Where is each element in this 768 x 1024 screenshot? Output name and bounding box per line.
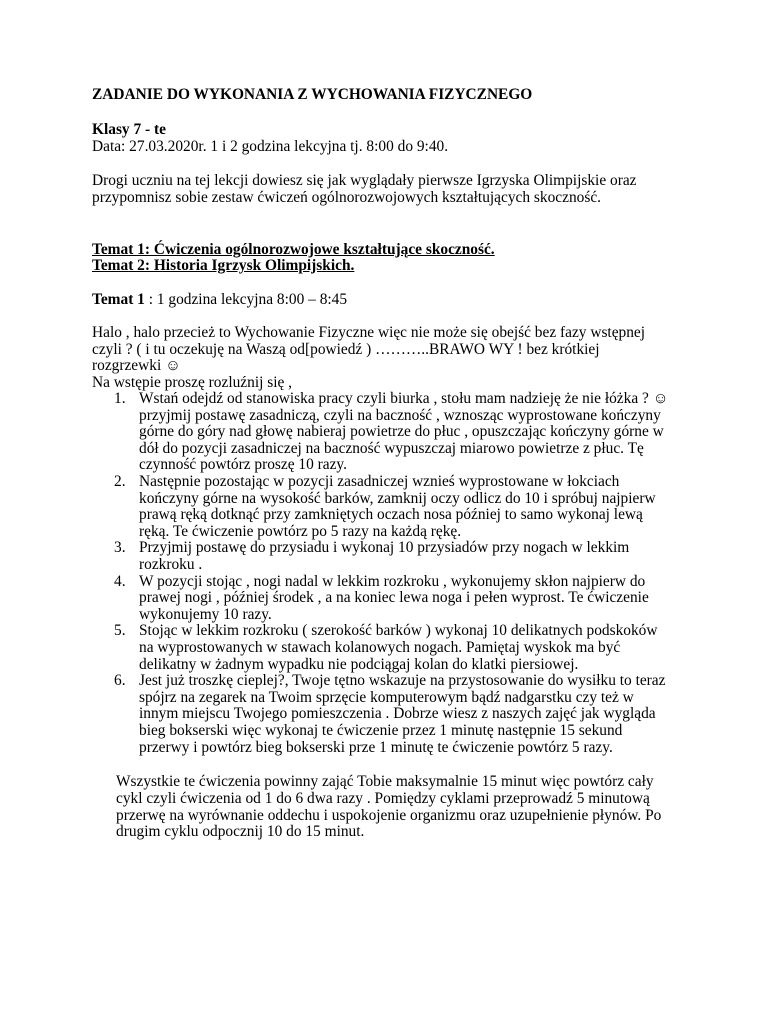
exercise-number: 5. (114, 622, 126, 640)
exercise-line: górne do góry nad głowę nabieraj powietrze do płuc , opuszczając kończyny górne w (139, 423, 664, 441)
greeting-line-3: rozgrzewki ☺ (92, 357, 181, 374)
exercise-number: 1. (114, 390, 126, 407)
exercise-line: ręką. Te ćwiczenie powtórz po 5 razy na każdą rękę. (139, 522, 462, 540)
exercise-line: przyjmij postawę zasadniczą, czyli na baczność , wznosząc wyprostowane kończyny (139, 406, 661, 424)
exercise-line: delikatny w żadnym wypadku nie podciągaj kolan do klatki piersiowej. (139, 655, 579, 673)
exercise-line: czynność powtórz proszę 10 razy. (139, 456, 347, 474)
document-title: ZADANIE DO WYKONANIA Z WYCHOWANIA FIZYCZNEGO (92, 86, 533, 103)
topic-1-time: : 1 godzina lekcyjna 8:00 – 8:45 (144, 291, 348, 308)
summary-line: drugim cyklu odpocznij 10 do 15 minut. (116, 823, 365, 841)
exercise-number: 2. (114, 473, 126, 490)
exercise-line: W pozycji stojąc , nogi nadal w lekkim rozkroku , wykonujemy skłon najpierw do (139, 572, 646, 590)
exercise-line: innym miejscu Twojego pomieszczenia . Dobrze wiesz z naszych zajęć jak wygląda (139, 705, 656, 723)
exercise-line: przerwy i powtórz bieg bokserski prze 1 minutę te ćwiczenie powtórz 5 razy. (139, 738, 613, 756)
exercise-line: na wyprostowanych w stawach kolanowych nogach. Pamiętaj wyskok ma być (139, 639, 621, 656)
exercise-line: wykonujemy 10 razy. (139, 605, 272, 623)
class-line: Klasy 7 - te (92, 121, 166, 138)
intro-line-2: przypomnisz sobie zestaw ćwiczeń ogólnorozwojowych kształtujących skoczność. (92, 189, 602, 206)
exercise-number: 3. (114, 539, 126, 557)
exercise-line: dół do pozycji zasadniczej na baczność wypuszczaj miarowo powietrze z płuc. Tę (139, 439, 644, 457)
exercise-line: kończyny górne na wysokość barków, zamknij oczy odlicz do 10 i spróbuj najpierw (139, 489, 656, 507)
summary-line: Wszystkie te ćwiczenia powinny zająć Tobie maksymalnie 15 minut więc powtórz cały (116, 773, 654, 790)
exercise-line: Wstań odejdź od stanowiska pracy czyli biurka , stołu mam nadzieję że nie łóżka ? ☺ (139, 390, 669, 407)
intro-line-1: Drogi uczniu na tej lekcji dowiesz się jak wyglądały pierwsze Igrzyska Olimpijskie oraz (92, 172, 637, 189)
topic-1-heading: Temat 1: Ćwiczenia ogólnorozwojowe kształtujące skoczność. (92, 241, 495, 258)
exercise-line: Jest już troszkę cieplej?, Twoje tętno wskazuje na przystosowanie do wysiłku to teraz (139, 672, 666, 690)
topic-2-heading: Temat 2: Historia Igrzysk Olimpijskich. (92, 257, 355, 274)
exercise-line: Następnie pozostając w pozycji zasadniczej wznieś wyprostowane w łokciach (139, 473, 620, 490)
greeting-line-1: Halo , halo przecież to Wychowanie Fizyczne więc nie może się obejść bez fazy wstępnej (92, 324, 646, 341)
summary-line: przerwę na wyrównanie oddechu i uspokojenie organizmu oraz uzupełnienie płynów. Po (116, 806, 662, 824)
exercise-line: rozkroku . (139, 556, 203, 573)
topic-1-label: Temat 1 (92, 291, 145, 308)
exercise-line: bieg bokserski więc wykonaj te ćwiczenie przez 1 minutę następnie 15 sekund (139, 722, 623, 739)
exercise-line: prawą ręką dotknąć przy zamkniętych oczach nosa później to samo wykonaj lewą (139, 506, 643, 524)
topic-1-time-line (92, 291, 347, 308)
greeting-line-2: czyli ? ( i tu oczekuję na Waszą od[powiedź ) ………..BRAWO WY ! bez krótkiej (92, 341, 600, 358)
exercise-line: spójrz na zegarek na Twoim sprzęcie komputerowym bądź nadgarstku czy też w (139, 688, 634, 706)
exercise-number: 4. (114, 572, 126, 590)
summary-line: cykl czyli ćwiczenia od 1 do 6 dwa razy . Pomiędzy cyklami przeprowadź 5 minutową (116, 789, 650, 807)
warmup-intro: Na wstępie proszę rozluźnij się , (92, 374, 293, 391)
exercise-number: 6. (114, 672, 126, 690)
exercise-line: prawej nogi , później środek , a na koniec lewa noga i pełen wyprost. Te ćwiczenie (139, 589, 649, 607)
date-line: Data: 27.03.2020r. 1 i 2 godzina lekcyjna tj. 8:00 do 9:40. (92, 138, 449, 155)
exercise-line: Stojąc w lekkim rozkroku ( szerokość barków ) wykonaj 10 delikatnych podskoków (139, 622, 658, 640)
exercise-line: Przyjmij postawę do przysiadu i wykonaj 10 przysiadów przy nogach w lekkim (139, 539, 630, 557)
